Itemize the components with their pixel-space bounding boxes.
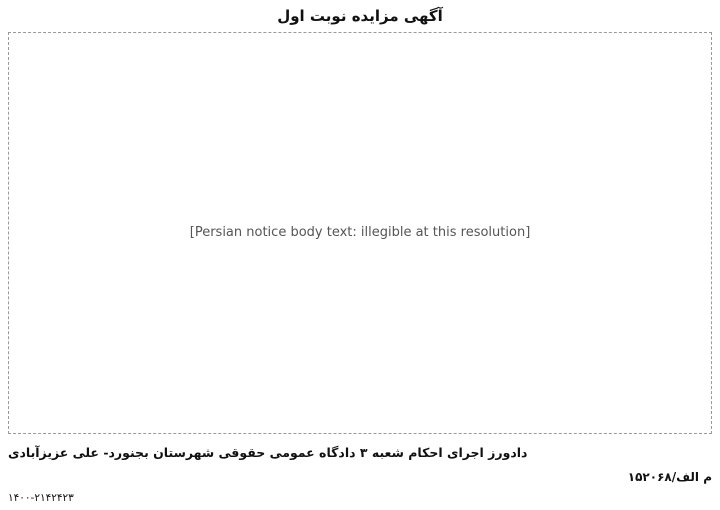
notice-body-placeholder: [Persian notice body text: illegible at this resolution]	[8, 32, 712, 434]
reference-row	[8, 468, 712, 486]
reference-number: م الف/۱۵۲۰۶۸	[627, 470, 712, 484]
signature-row	[8, 442, 712, 464]
notice-title: آگهی مزایده نوبت اول	[277, 7, 443, 25]
file-number: ۱۴۰۰-۲۱۴۲۴۲۳	[8, 492, 74, 504]
official-signature: دادورز اجرای احکام شعبه ۳ دادگاه عمومی حقوقی شهرستان بجنورد- علی عزیزآبادی	[8, 445, 528, 460]
